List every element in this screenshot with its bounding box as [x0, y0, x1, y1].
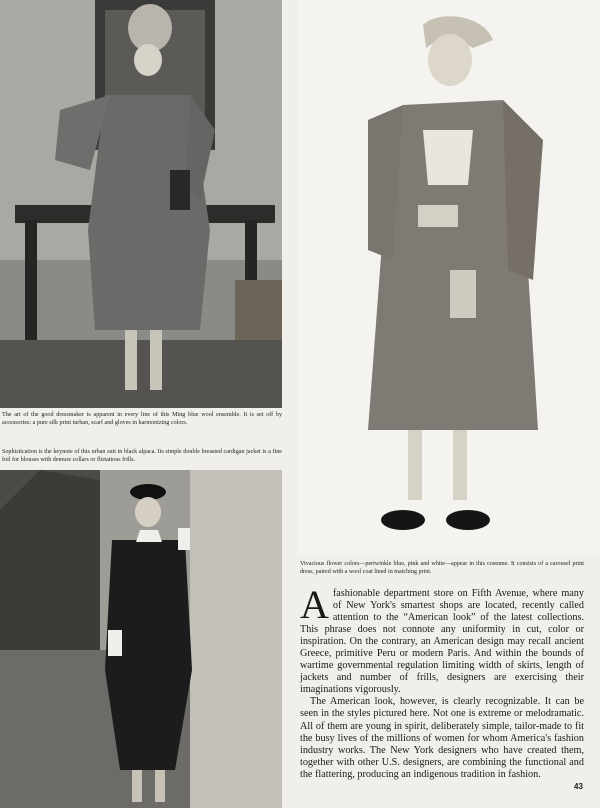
article-paragraph-1 — [300, 582, 584, 696]
photo-black-alpaca-suit — [0, 470, 282, 808]
article-paragraph-2: The American look, however, is clearly recognizable. It can be seen in the styles pictured here. Not one is extreme or melodramatic. All of them are young in spirit, deliberately simple, tailor-made to fit the busy lives of the millions of women for whom America's fashion industry works. The New York designers who have created them, together with other U.S. designers, are combining the functional and the flattering, producing an indigenous tradition in fashion. — [300, 696, 584, 780]
article-body — [300, 582, 584, 781]
caption-black-alpaca: Sophistication is the keynote of this urban suit in black alpaca. Its simple double breasted cardigan jacket is a fine foil for blouses with demure collars or flirtatious frills. — [2, 449, 282, 463]
article-paragraph-1-text: fashionable department store on Fifth Avenue, where many of New York's smartest shops are located, recently called attention to the “American look” of the latest collections. This phrase does not connote any uniformity in cut, color or inspiration. On the contrary, an American design may recall ancient Greece, primitive Peru or modern Paris. And within the bounds of wartime governmental regulation limiting width of skirts, length of jackets and number of frills, designers are exercising their imaginations vigorously. — [300, 588, 584, 696]
caption-flower-colors: Vivacious flower colors—periwinkle blue, pink and white—appear in this costume. It consists of a carousel print dress, paired with a wool coat lined in matching print. — [300, 561, 584, 575]
caption-ming-blue: The art of the good dressmaker is apparent in every line of this Ming blue wool ensemble. It is set off by accessories: a pure silk print turban, scarf and gloves in harmonizing colors. — [2, 412, 282, 426]
photo-flower-colors-costume — [298, 0, 600, 556]
drop-cap: A — [300, 582, 329, 627]
page-number: 43 — [574, 782, 583, 791]
photo-ming-blue-ensemble — [0, 0, 282, 408]
